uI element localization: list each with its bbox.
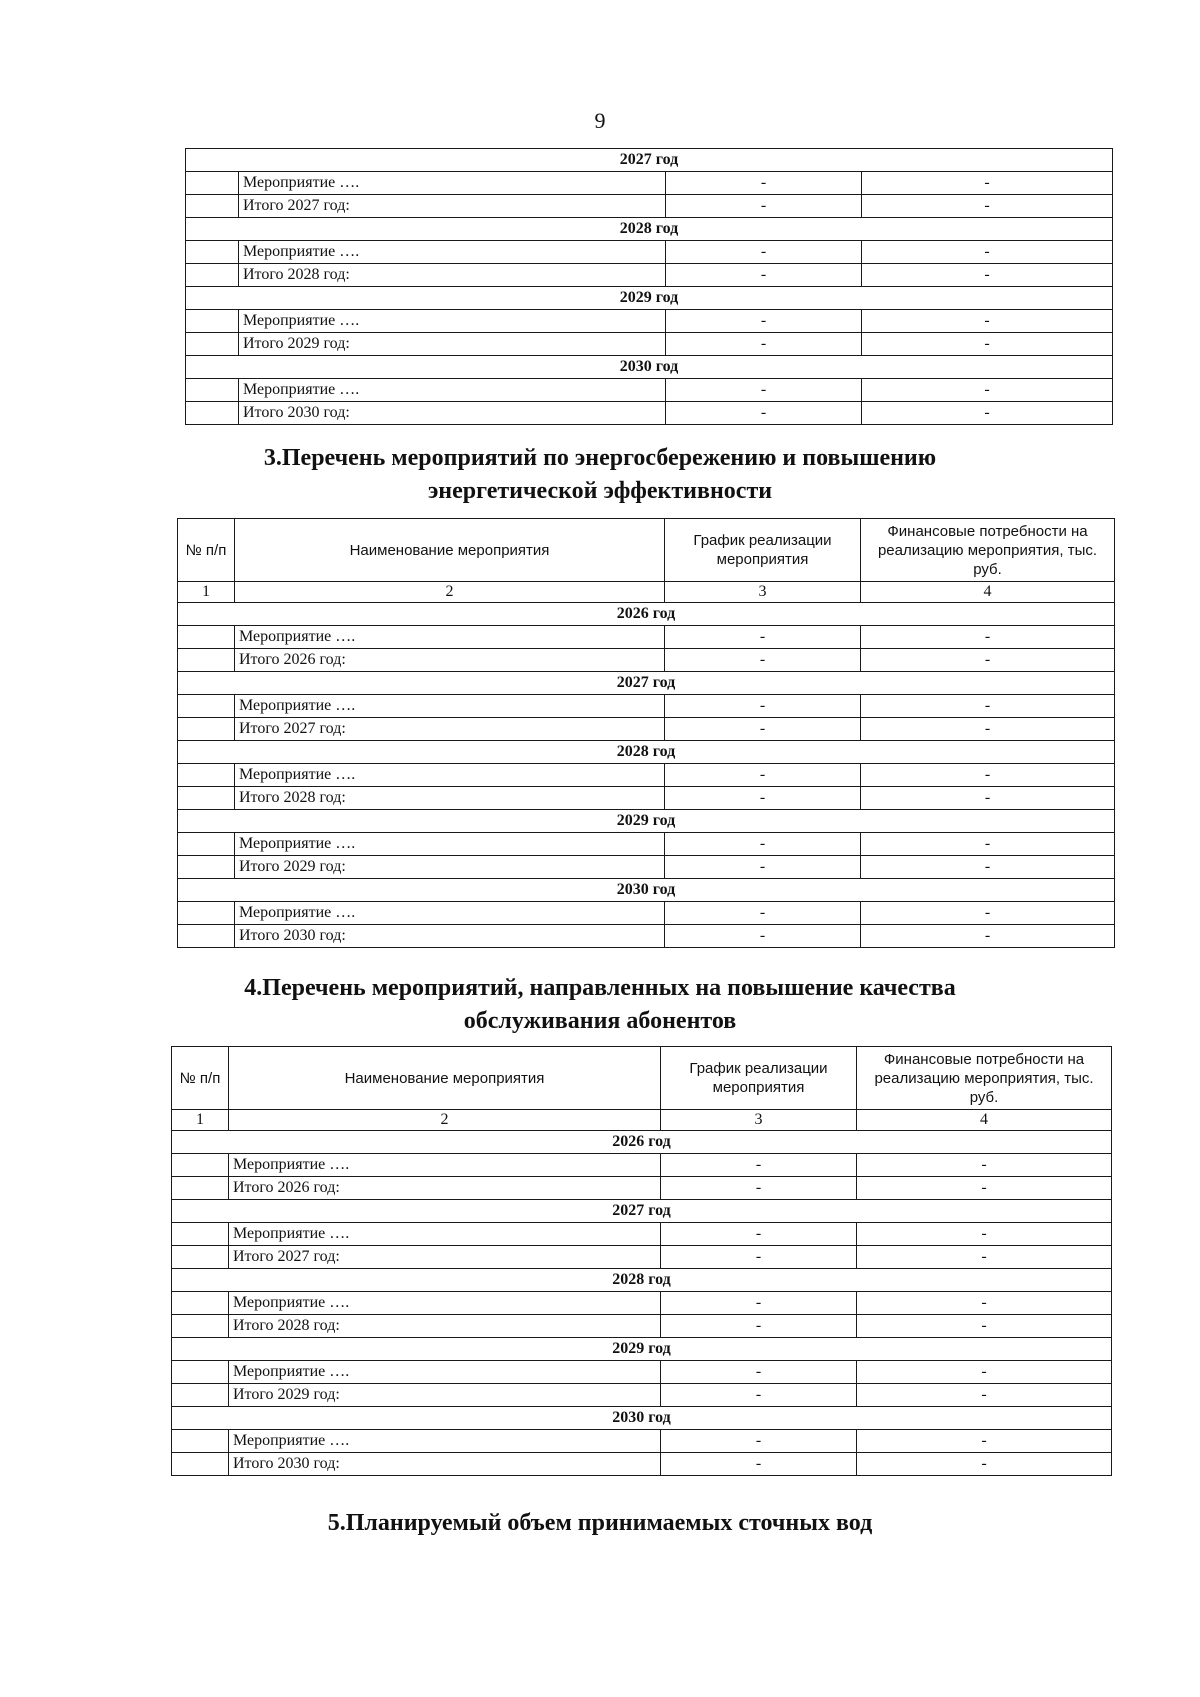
finance-value: -	[862, 310, 1113, 333]
finance-total: -	[861, 718, 1115, 741]
schedule-value: -	[666, 379, 862, 402]
finance-value: -	[857, 1292, 1112, 1315]
year-label: 2027 год	[186, 149, 1113, 172]
activity-row	[178, 695, 1115, 718]
year-label: 2027 год	[172, 1200, 1112, 1223]
finance-value: -	[862, 172, 1113, 195]
total-row	[172, 1177, 1112, 1200]
finance-total: -	[862, 333, 1113, 356]
row-number-cell	[186, 333, 239, 356]
column-number: 3	[661, 1110, 857, 1131]
schedule-total: -	[666, 264, 862, 287]
schedule-value: -	[665, 695, 861, 718]
section5-title: 5.Планируемый объем принимаемых сточных вод	[327, 1510, 873, 1536]
finance-value: -	[857, 1154, 1112, 1177]
schedule-total: -	[661, 1177, 857, 1200]
activity-row	[172, 1223, 1112, 1246]
total-row	[186, 264, 1113, 287]
section4-title-line1: 4.Перечень мероприятий, направленных на повышение качества	[244, 975, 956, 1001]
schedule-total: -	[661, 1246, 857, 1269]
total-row	[172, 1453, 1112, 1476]
column-number: 4	[857, 1110, 1112, 1131]
row-number-cell	[178, 718, 235, 741]
total-label: Итого 2030 год:	[229, 1453, 661, 1476]
column-number: 1	[172, 1110, 229, 1131]
header-finance: Финансовые потребности на реализацию мероприятия, тыс. руб.	[861, 519, 1115, 582]
row-number-cell	[186, 379, 239, 402]
schedule-total: -	[665, 856, 861, 879]
total-label: Итого 2027 год:	[239, 195, 666, 218]
activity-row	[172, 1154, 1112, 1177]
section4-table-body	[172, 1047, 1112, 1476]
row-number-cell	[172, 1430, 229, 1453]
activity-row	[178, 626, 1115, 649]
column-number: 3	[665, 582, 861, 603]
schedule-total: -	[665, 787, 861, 810]
finance-total: -	[857, 1315, 1112, 1338]
row-number-cell	[172, 1292, 229, 1315]
activity-name: Мероприятие ….	[229, 1361, 661, 1384]
activity-name: Мероприятие ….	[229, 1430, 661, 1453]
total-row	[178, 649, 1115, 672]
year-header-row	[172, 1200, 1112, 1223]
row-number-cell	[172, 1315, 229, 1338]
activity-name: Мероприятие ….	[239, 379, 666, 402]
year-header-row	[172, 1269, 1112, 1292]
row-number-cell	[186, 402, 239, 425]
total-label: Итого 2029 год:	[235, 856, 665, 879]
row-number-cell	[172, 1246, 229, 1269]
total-label: Итого 2029 год:	[229, 1384, 661, 1407]
year-label: 2030 год	[178, 879, 1115, 902]
activity-name: Мероприятие ….	[229, 1292, 661, 1315]
finance-value: -	[861, 902, 1115, 925]
finance-total: -	[857, 1384, 1112, 1407]
activity-name: Мероприятие ….	[229, 1223, 661, 1246]
row-number-cell	[172, 1453, 229, 1476]
schedule-total: -	[661, 1453, 857, 1476]
page-number: 9	[594, 108, 606, 133]
activity-name: Мероприятие ….	[235, 764, 665, 787]
header-finance: Финансовые потребности на реализацию мероприятия, тыс. руб.	[857, 1047, 1112, 1110]
section3-table-body	[178, 519, 1115, 948]
finance-value: -	[857, 1430, 1112, 1453]
table-header-row	[172, 1047, 1112, 1110]
total-row	[178, 856, 1115, 879]
activity-name: Мероприятие ….	[239, 310, 666, 333]
total-row	[172, 1246, 1112, 1269]
header-schedule: График реализации мероприятия	[665, 519, 861, 582]
year-header-row	[186, 149, 1113, 172]
finance-total: -	[862, 264, 1113, 287]
total-label: Итого 2030 год:	[239, 402, 666, 425]
schedule-value: -	[666, 241, 862, 264]
column-number: 2	[235, 582, 665, 603]
row-number-cell	[178, 626, 235, 649]
total-label: Итого 2030 год:	[235, 925, 665, 948]
total-row	[178, 925, 1115, 948]
year-header-row	[186, 356, 1113, 379]
schedule-value: -	[665, 764, 861, 787]
total-label: Итого 2026 год:	[235, 649, 665, 672]
year-label: 2030 год	[172, 1407, 1112, 1430]
activity-name: Мероприятие ….	[235, 626, 665, 649]
finance-value: -	[862, 379, 1113, 402]
activity-row	[172, 1292, 1112, 1315]
row-number-cell	[172, 1177, 229, 1200]
year-label: 2029 год	[172, 1338, 1112, 1361]
year-header-row	[178, 810, 1115, 833]
total-label: Итого 2027 год:	[229, 1246, 661, 1269]
total-label: Итого 2029 год:	[239, 333, 666, 356]
row-number-cell	[178, 787, 235, 810]
year-label: 2028 год	[186, 218, 1113, 241]
year-header-row	[178, 741, 1115, 764]
row-number-cell	[178, 833, 235, 856]
finance-total: -	[861, 925, 1115, 948]
schedule-value: -	[665, 902, 861, 925]
year-header-row	[178, 603, 1115, 626]
finance-value: -	[861, 695, 1115, 718]
finance-value: -	[862, 241, 1113, 264]
activity-row	[178, 764, 1115, 787]
total-label: Итого 2027 год:	[235, 718, 665, 741]
year-label: 2029 год	[178, 810, 1115, 833]
section4-title	[0, 972, 1200, 1038]
row-number-cell	[178, 695, 235, 718]
activity-row	[178, 833, 1115, 856]
finance-total: -	[861, 787, 1115, 810]
finance-total: -	[857, 1246, 1112, 1269]
activity-row	[186, 241, 1113, 264]
row-number-cell	[172, 1223, 229, 1246]
total-label: Итого 2028 год:	[229, 1315, 661, 1338]
top-table	[185, 148, 1113, 425]
column-number: 1	[178, 582, 235, 603]
row-number-cell	[186, 310, 239, 333]
activity-row	[186, 310, 1113, 333]
column-number: 4	[861, 582, 1115, 603]
column-number: 2	[229, 1110, 661, 1131]
section3-title-line2: энергетической эффективности	[427, 478, 773, 504]
finance-total: -	[861, 649, 1115, 672]
activity-name: Мероприятие ….	[239, 241, 666, 264]
header-name: Наименование мероприятия	[229, 1047, 661, 1110]
schedule-value: -	[661, 1430, 857, 1453]
year-header-row	[178, 879, 1115, 902]
row-number-cell	[178, 764, 235, 787]
total-row	[178, 787, 1115, 810]
total-label: Итого 2026 год:	[229, 1177, 661, 1200]
header-name: Наименование мероприятия	[235, 519, 665, 582]
finance-value: -	[861, 764, 1115, 787]
year-header-row	[186, 287, 1113, 310]
schedule-value: -	[665, 833, 861, 856]
section4-table	[171, 1046, 1112, 1476]
finance-total: -	[862, 402, 1113, 425]
row-number-cell	[178, 902, 235, 925]
year-label: 2028 год	[172, 1269, 1112, 1292]
table-header-row	[178, 519, 1115, 582]
year-label: 2026 год	[172, 1131, 1112, 1154]
year-header-row	[172, 1131, 1112, 1154]
section4-title-line2: обслуживания абонентов	[463, 1008, 737, 1034]
schedule-total: -	[665, 925, 861, 948]
total-row	[186, 333, 1113, 356]
header-number: № п/п	[178, 519, 235, 582]
row-number-cell	[186, 241, 239, 264]
year-label: 2028 год	[178, 741, 1115, 764]
year-header-row	[172, 1407, 1112, 1430]
finance-total: -	[861, 856, 1115, 879]
schedule-value: -	[661, 1223, 857, 1246]
activity-name: Мероприятие ….	[235, 902, 665, 925]
finance-total: -	[862, 195, 1113, 218]
year-label: 2026 год	[178, 603, 1115, 626]
schedule-total: -	[665, 649, 861, 672]
schedule-total: -	[661, 1384, 857, 1407]
schedule-value: -	[666, 310, 862, 333]
row-number-cell	[172, 1384, 229, 1407]
top-table-body	[186, 149, 1113, 425]
year-header-row	[178, 672, 1115, 695]
section3-title	[0, 442, 1200, 508]
schedule-value: -	[665, 626, 861, 649]
total-row	[186, 195, 1113, 218]
finance-value: -	[857, 1223, 1112, 1246]
column-number-row	[172, 1110, 1112, 1131]
header-number: № п/п	[172, 1047, 229, 1110]
schedule-value: -	[661, 1361, 857, 1384]
activity-row	[178, 902, 1115, 925]
schedule-total: -	[666, 195, 862, 218]
total-label: Итого 2028 год:	[235, 787, 665, 810]
row-number-cell	[172, 1154, 229, 1177]
finance-value: -	[857, 1361, 1112, 1384]
schedule-value: -	[666, 172, 862, 195]
year-label: 2027 год	[178, 672, 1115, 695]
schedule-value: -	[661, 1154, 857, 1177]
year-header-row	[172, 1338, 1112, 1361]
activity-name: Мероприятие ….	[239, 172, 666, 195]
section3-table	[177, 518, 1115, 948]
column-number-row	[178, 582, 1115, 603]
schedule-total: -	[665, 718, 861, 741]
schedule-value: -	[661, 1292, 857, 1315]
total-label: Итого 2028 год:	[239, 264, 666, 287]
row-number-cell	[178, 649, 235, 672]
row-number-cell	[178, 925, 235, 948]
activity-row	[186, 379, 1113, 402]
year-header-row	[186, 218, 1113, 241]
activity-name: Мероприятие ….	[235, 833, 665, 856]
schedule-total: -	[666, 402, 862, 425]
row-number-cell	[186, 195, 239, 218]
activity-row	[186, 172, 1113, 195]
total-row	[172, 1315, 1112, 1338]
activity-row	[172, 1430, 1112, 1453]
total-row	[178, 718, 1115, 741]
row-number-cell	[178, 856, 235, 879]
year-label: 2030 год	[186, 356, 1113, 379]
total-row	[172, 1384, 1112, 1407]
activity-name: Мероприятие ….	[235, 695, 665, 718]
section3-title-line1: 3.Перечень мероприятий по энергосбережению и повышению	[263, 445, 937, 471]
activity-name: Мероприятие ….	[229, 1154, 661, 1177]
row-number-cell	[186, 172, 239, 195]
finance-value: -	[861, 626, 1115, 649]
schedule-total: -	[661, 1315, 857, 1338]
activity-row	[172, 1361, 1112, 1384]
finance-total: -	[857, 1177, 1112, 1200]
finance-value: -	[861, 833, 1115, 856]
header-schedule: График реализации мероприятия	[661, 1047, 857, 1110]
row-number-cell	[172, 1361, 229, 1384]
row-number-cell	[186, 264, 239, 287]
year-label: 2029 год	[186, 287, 1113, 310]
finance-total: -	[857, 1453, 1112, 1476]
schedule-total: -	[666, 333, 862, 356]
total-row	[186, 402, 1113, 425]
